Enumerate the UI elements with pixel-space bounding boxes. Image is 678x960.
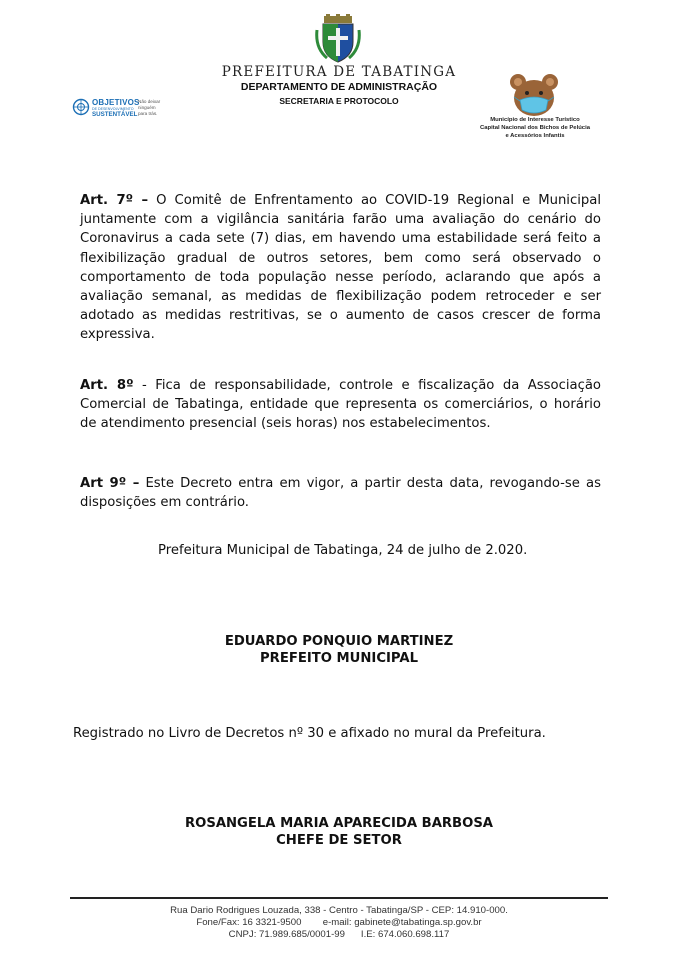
article-label: Art 9º – — [80, 476, 140, 491]
footer-divider — [70, 897, 608, 899]
article-text: O Comitê de Enfrentamento ao COVID-19 Regional e Municipal juntamente com a vigilância sanitária farão uma avaliação do cenário do Coronavirus a cada sete (7) dias, em havendo uma estabilidade será feito a flexibilização gradual de outros setores, bem como será observado o comportamento de toda população nesse período, aclarando que após a avaliação semanal, as medidas de flexibilização podem retroceder e ser adotado as medidas restritivas, se o aumento de casos crescer de forma expressiva. — [80, 193, 601, 343]
ods-note — [138, 99, 178, 117]
signature-title: PREFEITO MUNICIPAL — [260, 651, 418, 666]
article-8 — [80, 376, 601, 434]
registro-note: Registrado no Livro de Decretos nº 30 e afixado no mural da Prefeitura. — [73, 726, 546, 741]
ods-note-line: ninguém — [138, 105, 156, 110]
signature-title: CHEFE DE SETOR — [276, 833, 402, 848]
article-7 — [80, 191, 601, 345]
signature-name: ROSANGELA MARIA APARECIDA BARBOSA — [184, 816, 494, 831]
article-text: - Fica de responsabilidade, controle e fiscalização da Associação Comercial de Tabatinga, entidade que representa os comerciários, o horário de atendimento presencial (seis horas) nos estabelecimentos. — [80, 378, 601, 432]
footer-address: Rua Dario Rodrigues Louzada, 338 - Centro - Tabatinga/SP - CEP: 14.910-000. — [170, 905, 508, 916]
municipal-crest-icon — [315, 14, 361, 64]
article-label: Art. 7º – — [80, 193, 149, 208]
un-emblem-icon — [72, 98, 90, 116]
ods-logo — [68, 96, 168, 126]
ods-sustentavel: SUSTENTÁVEL — [92, 111, 138, 118]
article-9 — [80, 474, 601, 512]
mascot-caption-line: Capital Nacional dos Bichos de Pelúcia — [480, 125, 590, 131]
footer-contact: Fone/Fax: 16 3321-9500 e-mail: gabinete@tabatinga.sp.gov.br — [196, 917, 482, 928]
article-text: Este Decreto entra em vigor, a partir desta data, revogando-se as disposições em contrário. — [80, 476, 602, 511]
place-date: Prefeitura Municipal de Tabatinga, 24 de julho de 2.020. — [158, 543, 528, 558]
ods-word: OBJETIVOS — [92, 98, 140, 107]
ods-sub: DE DESENVOLVIMENTO — [92, 107, 134, 111]
mascot-caption-line: e Acessórios Infantis — [505, 133, 565, 139]
ods-note-line: Não deixar — [138, 99, 161, 104]
header-departamento: DEPARTAMENTO DE ADMINISTRAÇÃO — [240, 81, 438, 93]
footer-registration: CNPJ: 71.989.685/0001-99 I.E: 674.060.698.117 — [228, 929, 450, 940]
mascot-caption-line: Município de Interesse Turístico — [490, 117, 580, 123]
header-prefeitura: PREFEITURA DE TABATINGA — [221, 64, 457, 80]
header-secretaria: SECRETARIA E PROTOCOLO — [279, 96, 399, 106]
ods-note-line: para trás. — [138, 111, 158, 116]
article-label: Art. 8º — [80, 378, 134, 393]
signature-name: EDUARDO PONQUIO MARTINEZ — [224, 634, 454, 649]
teddy-bear-icon — [506, 72, 562, 120]
